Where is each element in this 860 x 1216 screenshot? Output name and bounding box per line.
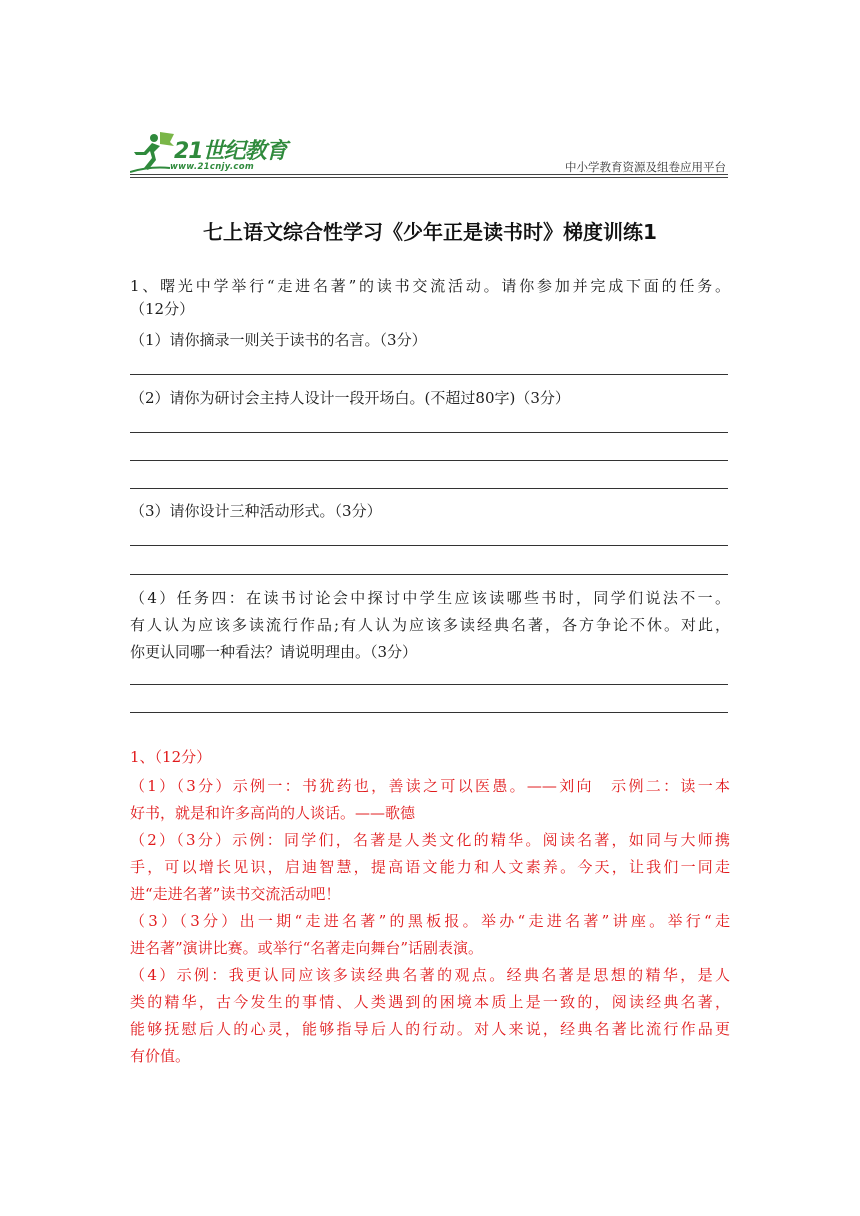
sub-question-1: （1）请你摘录一则关于读书的名言。（3分）	[130, 331, 427, 349]
answer-2-line3: 进“走进名著”读书交流活动吧！	[130, 885, 341, 903]
sub-question-3: （3）请你设计三种活动形式。（3分）	[130, 502, 382, 520]
answer-4-line2: 类的精华，古今发生的事情、人类遇到的困境本质上是一致的，阅读经典名著，	[130, 993, 730, 1011]
platform-label: 中小学教育资源及组卷应用平台	[565, 160, 726, 174]
answer-blank-line	[130, 460, 728, 461]
page-header	[130, 128, 728, 178]
answer-4: （4）示例：我更认同应该多读经典名著的观点。经典名著是思想的精华，是人	[130, 966, 730, 984]
answer-3: （3）（3分）出一期“走进名著”的黑板报。举办“走进名著”讲座。举行“走	[130, 912, 730, 930]
logo	[130, 128, 290, 176]
sub-question-4: （4）任务四：在读书讨论会中探讨中学生应该读哪些书时，同学们说法不一。	[130, 589, 730, 607]
sub-question-2: （2）请你为研讨会主持人设计一段开场白。(不超过80字)（3分）	[130, 389, 570, 407]
sub-question-4-line3: 你更认同哪一种看法？请说明理由。（3分）	[130, 643, 418, 661]
answer-blank-line	[130, 374, 728, 375]
header-divider	[130, 174, 728, 175]
answer-2: （2）（3分）示例：同学们，名著是人类文化的精华。阅读名著，如同与大师携	[130, 831, 730, 849]
answer-blank-line	[130, 488, 728, 489]
answer-blank-line	[130, 545, 728, 546]
answer-blank-line	[130, 574, 728, 575]
sub-question-4-line2: 有人认为应该多读流行作品;有人认为应该多读经典名著，各方争论不休。对此，	[130, 616, 730, 634]
answer-1-line2: 好书，就是和许多高尚的人谈话。——歌德	[130, 804, 416, 822]
header-divider-thin	[130, 177, 728, 178]
answer-4-line4: 有价值。	[130, 1047, 191, 1065]
answer-blank-line	[130, 684, 728, 685]
answer-3-line2: 进名著”演讲比赛。或举行“名著走向舞台”话剧表演。	[130, 939, 484, 957]
answer-1: （1）（3分）示例一：书犹药也，善读之可以医愚。——刘向 示例二：读一本	[130, 777, 730, 795]
answer-heading: 1、（12分）	[130, 748, 212, 766]
answer-blank-line	[130, 432, 728, 433]
page-title: 七上语文综合性学习《少年正是读书时》梯度训练1	[203, 220, 657, 244]
answer-2-line2: 手，可以增长见识，启迪智慧，提高语文能力和人文素养。今天，让我们一同走	[130, 858, 730, 876]
answer-4-line3: 能够抚慰后人的心灵，能够指导后人的行动。对人来说，经典名著比流行作品更	[130, 1020, 730, 1038]
answer-blank-line	[130, 712, 728, 713]
question-stem: 1、曙光中学举行“走进名著”的读书交流活动。请你参加并完成下面的任务。	[130, 277, 730, 295]
logo-url: www.21cnjy.com	[170, 162, 254, 172]
logo-text: 21世纪教育	[174, 139, 287, 164]
question-score: （12分）	[130, 300, 195, 318]
